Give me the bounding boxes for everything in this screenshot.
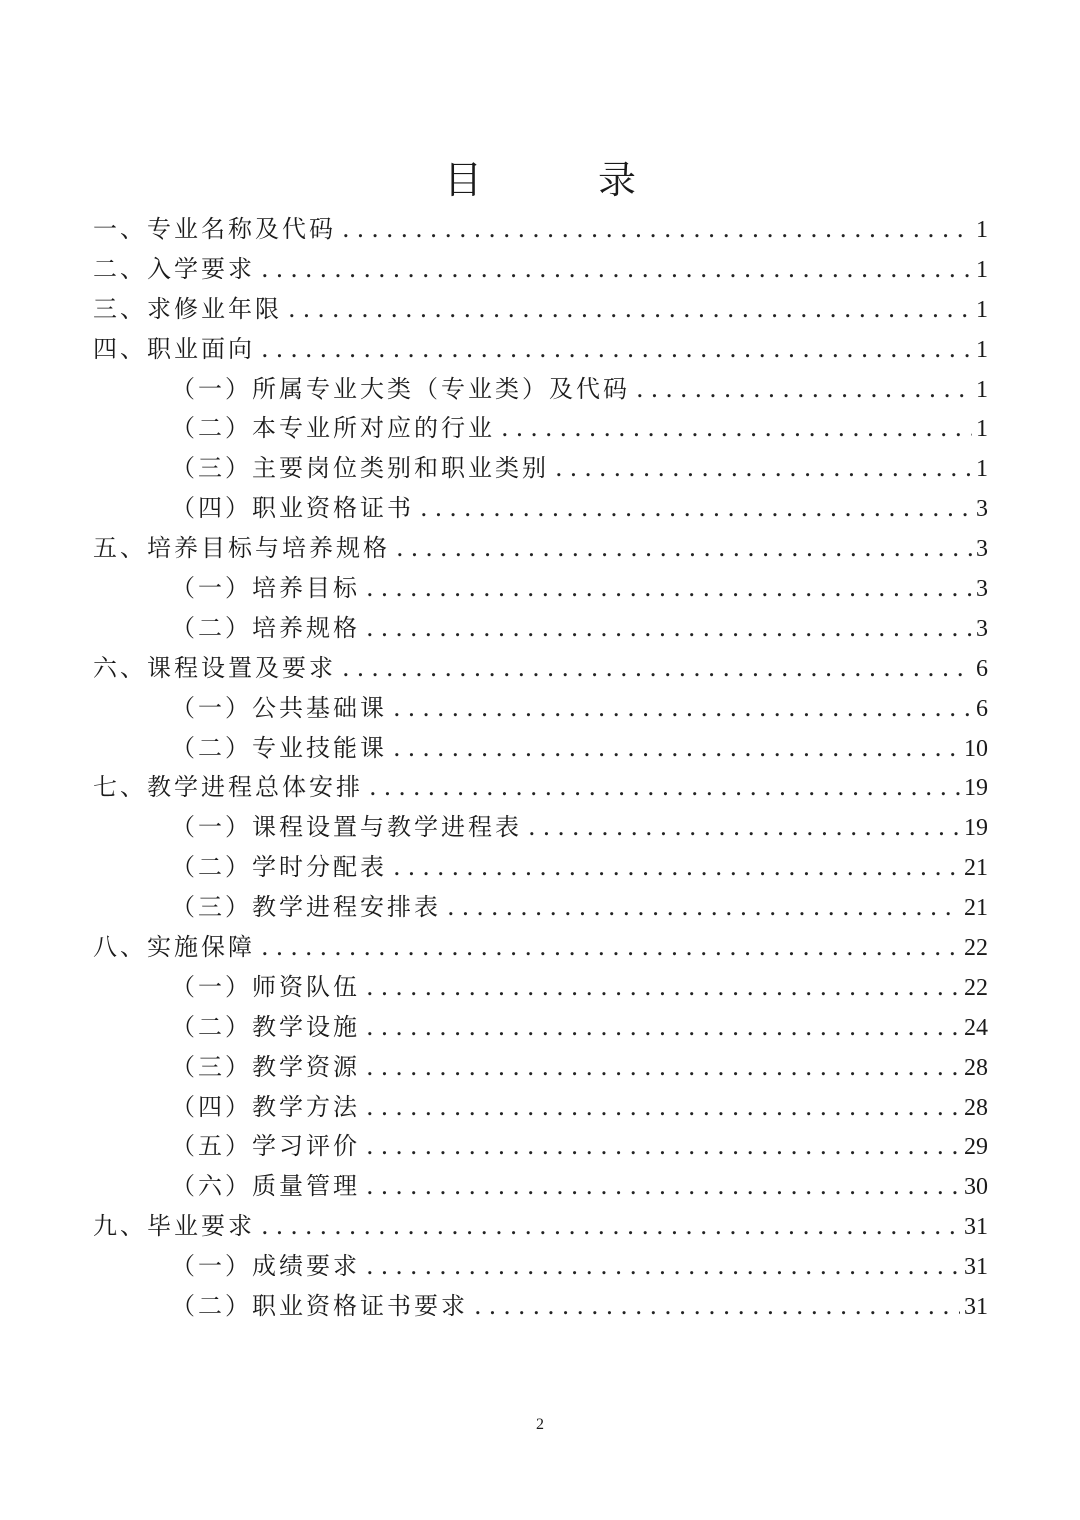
toc-entry-page: 22 [964, 974, 988, 1001]
toc-section-entry[interactable] [93, 1088, 988, 1128]
toc-section-entry[interactable] [93, 409, 988, 449]
toc-dot-leader [366, 1088, 960, 1128]
toc-section-entry[interactable] [93, 609, 988, 649]
toc-entry-page: 1 [976, 256, 988, 283]
toc-entry-page: 24 [964, 1014, 988, 1041]
toc-entry-page: 31 [964, 1254, 988, 1281]
toc-entry-label: 二、入学要求 [93, 254, 255, 283]
toc-entry-page: 6 [976, 655, 988, 682]
toc-dot-leader [393, 729, 960, 769]
toc-entry-label: （二）学时分配表 [171, 853, 387, 882]
toc-entry-label: 三、求修业年限 [93, 294, 282, 323]
toc-entry-label: （五）学习评价 [171, 1132, 360, 1161]
toc-entry-page: 21 [964, 855, 988, 882]
toc-entry-label: （二）专业技能课 [171, 733, 387, 762]
toc-dot-leader [261, 1207, 960, 1247]
toc-dot-leader [420, 489, 972, 529]
toc-entry-label: （一）公共基础课 [171, 693, 387, 722]
toc-entry-label: （三）教学进程安排表 [171, 893, 441, 922]
toc-dot-leader [474, 1287, 960, 1327]
toc-section-entry[interactable] [93, 449, 988, 489]
page-number: 2 [536, 1416, 544, 1433]
toc-entry-label: （二）教学设施 [171, 1012, 360, 1041]
toc-dot-leader [342, 649, 972, 689]
toc-dot-leader [447, 888, 960, 928]
toc-section-entry[interactable] [93, 489, 988, 529]
toc-entry-label: 一、专业名称及代码 [93, 215, 336, 243]
toc-entry-label: （三）教学资源 [171, 1052, 360, 1081]
toc-chapter-entry[interactable] [93, 768, 988, 808]
toc-section-entry[interactable] [93, 968, 988, 1008]
toc-entry-page: 31 [964, 1214, 988, 1241]
toc-dot-leader [555, 449, 972, 489]
toc-section-entry[interactable] [93, 808, 988, 848]
toc-dot-leader [366, 1247, 960, 1287]
toc-entry-label: （二）培养规格 [171, 613, 360, 642]
toc-entry-page: 22 [964, 935, 988, 962]
toc-entry-page: 30 [964, 1174, 988, 1201]
toc-dot-leader [261, 330, 972, 370]
toc-dot-leader [288, 290, 972, 330]
toc-entry-page: 3 [976, 576, 988, 603]
toc-entry-label: （一）课程设置与教学进程表 [171, 813, 522, 842]
toc-entry-page: 1 [976, 217, 988, 243]
toc-section-entry[interactable] [93, 370, 988, 410]
toc-section-entry[interactable] [93, 1247, 988, 1287]
table-of-contents [93, 210, 988, 1327]
toc-entry-label: 五、培养目标与培养规格 [93, 534, 390, 563]
toc-chapter-entry[interactable] [93, 330, 988, 370]
toc-dot-leader [366, 1008, 960, 1048]
toc-dot-leader [366, 968, 960, 1008]
toc-entry-page: 19 [964, 815, 988, 842]
toc-entry-page: 29 [964, 1134, 988, 1161]
toc-entry-label: 四、职业面向 [93, 334, 255, 363]
toc-chapter-entry[interactable] [93, 1207, 988, 1247]
toc-entry-page: 1 [976, 296, 988, 323]
toc-entry-label: （二）职业资格证书要求 [171, 1292, 468, 1321]
toc-chapter-entry[interactable] [93, 250, 988, 290]
toc-entry-page: 28 [964, 1094, 988, 1121]
toc-dot-leader [261, 928, 960, 968]
toc-section-entry[interactable] [93, 1127, 988, 1167]
toc-dot-leader [396, 529, 972, 569]
toc-section-entry[interactable] [93, 1287, 988, 1327]
toc-dot-leader [342, 210, 972, 250]
toc-chapter-entry[interactable] [93, 928, 988, 968]
toc-dot-leader [366, 1167, 960, 1207]
toc-entry-label: （二）本专业所对应的行业 [171, 414, 495, 443]
toc-dot-leader [501, 409, 972, 449]
toc-entry-label: （六）质量管理 [171, 1172, 360, 1201]
toc-dot-leader [636, 370, 972, 410]
toc-title: 目 录 [443, 158, 689, 202]
toc-chapter-entry[interactable] [93, 529, 988, 569]
toc-entry-label: （四）教学方法 [171, 1092, 360, 1121]
toc-entry-page: 1 [976, 376, 988, 403]
toc-entry-label: （一）所属专业大类（专业类）及代码 [171, 374, 630, 403]
toc-chapter-entry[interactable] [93, 210, 988, 250]
toc-entry-page: 6 [976, 695, 988, 722]
toc-entry-label: 九、毕业要求 [93, 1212, 255, 1241]
toc-section-entry[interactable] [93, 1008, 988, 1048]
toc-dot-leader [366, 609, 972, 649]
toc-section-entry[interactable] [93, 1048, 988, 1088]
toc-dot-leader [366, 1048, 960, 1088]
toc-entry-page: 31 [964, 1294, 988, 1321]
toc-entry-label: 七、教学进程总体安排 [93, 773, 363, 802]
toc-section-entry[interactable] [93, 729, 988, 769]
toc-section-entry[interactable] [93, 569, 988, 609]
toc-entry-page: 10 [964, 735, 988, 762]
toc-entry-label: 六、课程设置及要求 [93, 653, 336, 682]
toc-entry-page: 3 [976, 496, 988, 523]
toc-entry-label: 八、实施保障 [93, 933, 255, 962]
toc-entry-label: （一）培养目标 [171, 574, 360, 603]
toc-dot-leader [366, 569, 972, 609]
toc-entry-page: 3 [976, 615, 988, 642]
toc-entry-label: （四）职业资格证书 [171, 494, 414, 523]
toc-entry-page: 21 [964, 895, 988, 922]
toc-section-entry[interactable] [93, 689, 988, 729]
toc-entry-page: 3 [976, 536, 988, 563]
toc-dot-leader [393, 689, 972, 729]
toc-section-entry[interactable] [93, 848, 988, 888]
toc-entry-page: 28 [964, 1054, 988, 1081]
toc-entry-page: 19 [964, 775, 988, 802]
toc-chapter-entry[interactable] [93, 290, 988, 330]
toc-dot-leader [366, 1127, 960, 1167]
toc-chapter-entry[interactable] [93, 649, 988, 689]
toc-section-entry[interactable] [93, 888, 988, 928]
toc-entry-label: （一）师资队伍 [171, 972, 360, 1001]
toc-dot-leader [393, 848, 960, 888]
toc-entry-label: （一）成绩要求 [171, 1252, 360, 1281]
toc-entry-page: 1 [976, 416, 988, 443]
toc-entry-page: 1 [976, 456, 988, 483]
toc-entry-page: 1 [976, 336, 988, 363]
toc-section-entry[interactable] [93, 1167, 988, 1207]
toc-dot-leader [528, 808, 960, 848]
toc-entry-label: （三）主要岗位类别和职业类别 [171, 454, 549, 483]
toc-dot-leader [261, 250, 972, 290]
toc-dot-leader [369, 768, 960, 808]
